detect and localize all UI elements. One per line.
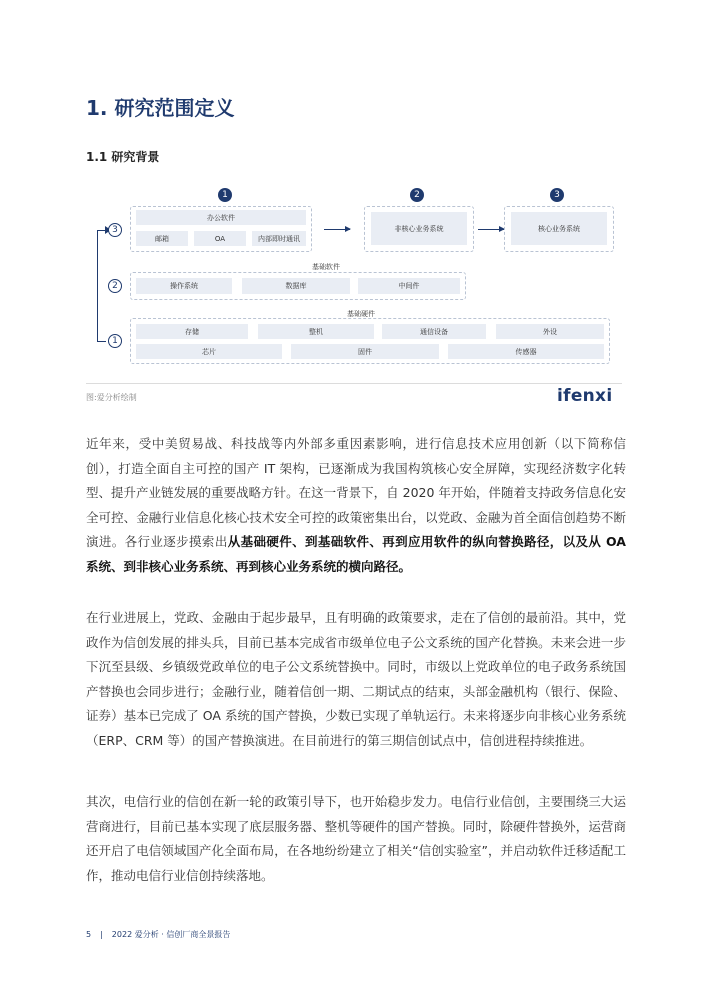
paragraph-telecom: 其次，电信行业的信创在新一轮的政策引导下，也开始稳步发力。电信行业信创，主要围绕三大运营商进行，目前已基本实现了底层服务器、整机等硬件的国产替换。同时，除硬件替换外，运营商还开启了电信领域国产化全面布局，在各地纷纷建立了相关“信创实验室”，并启动软件迁移适配工作，推动电信行业信创持续落地。 — [86, 794, 626, 883]
level-marker-1: 1 — [108, 334, 122, 348]
substitution-path-diagram — [86, 178, 622, 383]
paragraph-progress: 在行业进展上，党政、金融由于起步最早，且有明确的政策要求，走在了信创的最前沿。其中，党政作为信创发展的排头兵，目前已基本完成省市级单位电子公文系统的国产化替换。未来会进一步下沉至县级、乡镇级党政单位的电子公文系统替换中。同时，市级以上党政单位的电子政务系统国产替换也会同步进行；金融行业，随着信创一期、二期试点的结束，头部金融机构（银行、保险、证券）基本已完成了 OA 系统的国产替换，少数已实现了单轨运行。未来将逐步向非核心业务系统（ERP、CRM 等）的国产替换演进。在目前进行的第三期信创试点中，信创进程持续推进。 — [86, 610, 626, 748]
footer-separator: | — [100, 930, 103, 939]
app-item-mail: 邮箱 — [136, 231, 188, 246]
section-title: 1. 研究范围定义 — [86, 96, 235, 120]
step-marker-1: 1 — [218, 188, 232, 202]
basic-software-title: 基础软件 — [312, 263, 340, 271]
app-software-title: 办公软件 — [136, 210, 306, 225]
software-item-os: 操作系统 — [136, 278, 232, 294]
paragraph-text: 近年来，受中美贸易战、科技战等内外部多重因素影响，进行信息技术应用创新（以下简称信创），打造全面自主可控的国产 IT 架构，已逐渐成为我国构筑核心安全屏障，实现经济数字化转型、提升产业链发展的重要战略方针。在这一背景下，自 2020 年开始，伴随着支持政务信息化安全可控、金融行业信息化核心技术安全可控的政策密集出台，以党政、金融为首全面信创趋势不断演进。各行业逐步摸索出 — [86, 436, 626, 549]
hardware-item-network: 通信设备 — [382, 324, 486, 339]
page-footer — [86, 929, 239, 940]
level-marker-2: 2 — [108, 279, 122, 293]
level-marker-3: 3 — [108, 223, 122, 237]
hardware-item-machine: 整机 — [258, 324, 374, 339]
section-subtitle: 1.1 研究背景 — [86, 150, 160, 164]
arrow-right-icon — [478, 229, 504, 230]
step-marker-3: 3 — [550, 188, 564, 202]
software-item-middleware: 中间件 — [358, 278, 460, 294]
app-item-im: 内部即时通讯 — [252, 231, 306, 246]
page-number: 5 — [86, 930, 92, 939]
hardware-item-storage: 存储 — [136, 324, 248, 339]
step-marker-2: 2 — [410, 188, 424, 202]
core-system: 核心业务系统 — [511, 212, 607, 245]
hardware-item-sensor: 传感器 — [448, 344, 604, 359]
report-title: 2022 爱分析 · 信创厂商全景报告 — [111, 930, 231, 939]
arrow-right-icon — [324, 229, 350, 230]
basic-hardware-title: 基础硬件 — [347, 310, 375, 318]
paragraph-background — [86, 432, 626, 579]
figure-caption: 图:爱分析绘制 — [86, 393, 137, 402]
hardware-item-chip: 芯片 — [136, 344, 282, 359]
hardware-item-peripheral: 外设 — [496, 324, 604, 339]
paragraph-emphasis: 从基础硬件、到基础软件、再到应用软件的纵向替换路径，以及从 OA 系统、到非核心业务系统、再到核心业务系统的横向路径。 — [86, 534, 626, 574]
software-item-db: 数据库 — [242, 278, 350, 294]
vertical-path-arrow-icon — [97, 230, 106, 342]
noncore-system: 非核心业务系统 — [371, 212, 467, 245]
ifenxi-logo: ifenxi — [557, 386, 613, 406]
hardware-item-firmware: 固件 — [291, 344, 439, 359]
figure-divider — [86, 383, 622, 384]
app-item-oa: OA — [194, 231, 246, 246]
